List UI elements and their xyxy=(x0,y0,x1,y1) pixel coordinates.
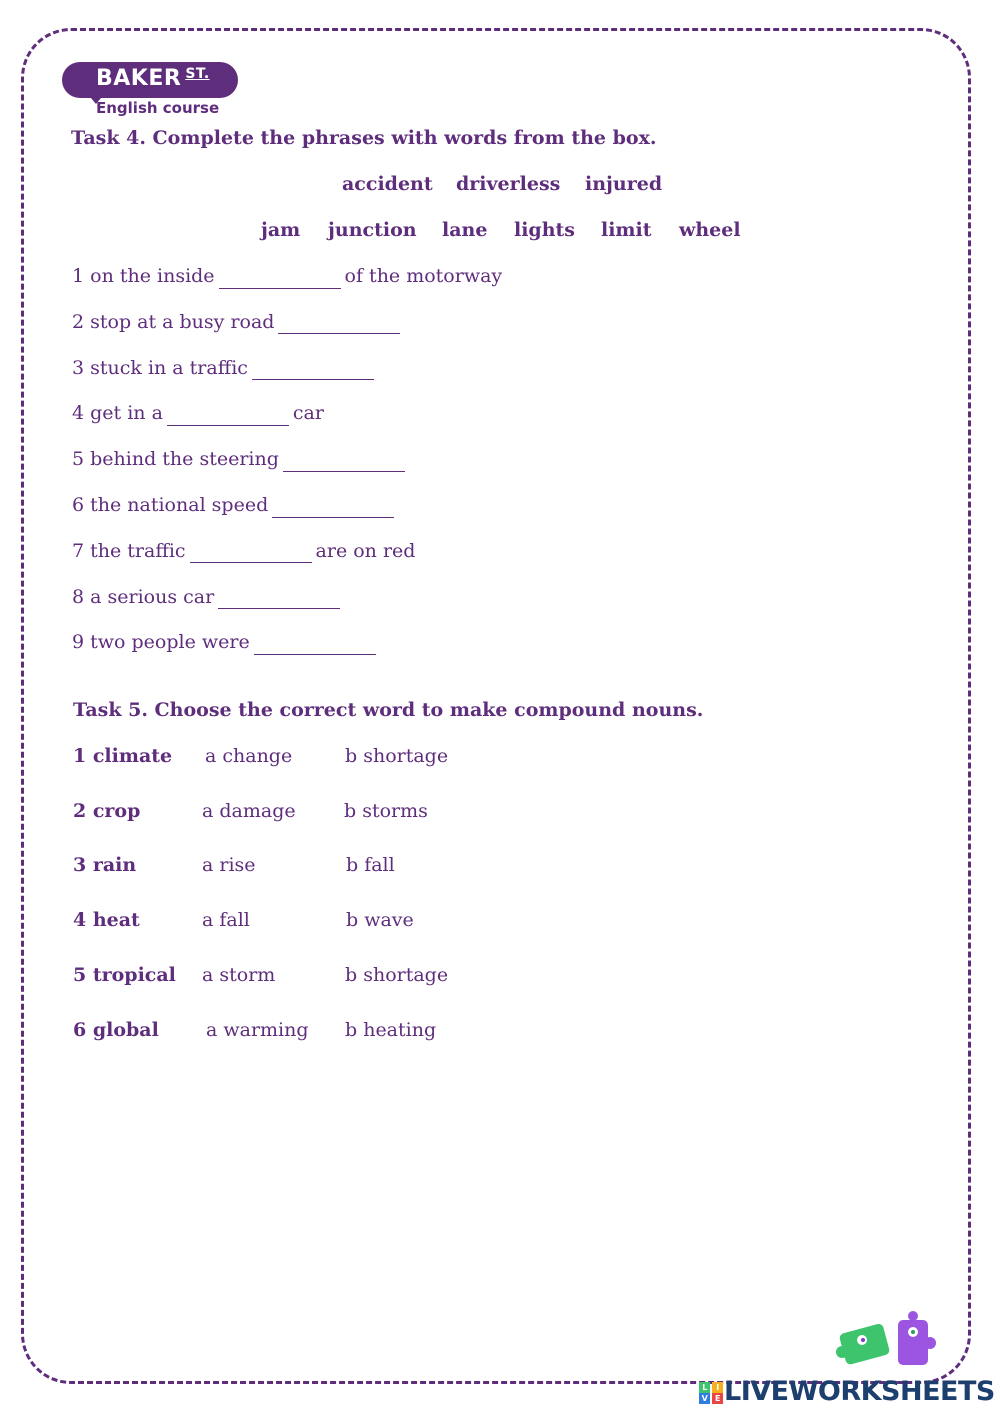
answer-blank-input[interactable] xyxy=(283,451,405,472)
compound-word: 4 heat xyxy=(73,909,140,932)
live-badge-icon xyxy=(698,1382,724,1404)
option-b[interactable]: b shortage xyxy=(345,745,449,767)
option-a[interactable]: a warming xyxy=(206,1018,309,1041)
word-box-item: wheel xyxy=(679,219,741,241)
option-b[interactable]: b fall xyxy=(346,854,395,877)
option-b[interactable]: b storms xyxy=(344,799,428,822)
option-b[interactable]: b wave xyxy=(346,909,414,932)
task4-item xyxy=(72,402,324,426)
option-a[interactable]: a rise xyxy=(202,854,256,877)
word-box-item: driverless xyxy=(456,173,561,195)
liveworksheets-text: LIVEWORKSHEETS xyxy=(724,1376,995,1407)
task4-item xyxy=(72,311,404,335)
task4-item xyxy=(72,448,409,472)
phrase-after: of the motorway xyxy=(344,265,503,287)
option-a[interactable]: a change xyxy=(205,745,293,767)
baker-st-logo xyxy=(62,62,238,98)
word-box-item: jam xyxy=(261,219,301,241)
answer-blank-input[interactable] xyxy=(252,359,374,380)
phrase-before: 3 stuck in a traffic xyxy=(72,356,248,379)
option-b[interactable]: b heating xyxy=(345,1018,437,1041)
badge-letter: I xyxy=(712,1382,723,1393)
option-a[interactable]: a damage xyxy=(202,799,296,822)
option-b[interactable]: b shortage xyxy=(345,963,449,986)
phrase-before: 2 stop at a busy road xyxy=(72,310,275,333)
compound-word: 3 rain xyxy=(73,854,137,877)
answer-blank-input[interactable] xyxy=(254,634,376,655)
answer-blank-input[interactable] xyxy=(167,405,289,426)
liveworksheets-logo xyxy=(698,1376,995,1407)
task4-item xyxy=(72,265,502,289)
badge-letter: L xyxy=(699,1382,710,1393)
word-box-item: lights xyxy=(514,219,576,241)
logo-brand xyxy=(96,66,210,91)
phrase-before: 4 get in a xyxy=(72,402,163,425)
answer-blank-input[interactable] xyxy=(278,313,400,334)
phrase-before: 9 two people were xyxy=(72,631,250,654)
phrase-after: car xyxy=(292,402,324,425)
answer-blank-input[interactable] xyxy=(272,497,394,518)
word-box-item: limit xyxy=(601,219,652,241)
phrase-before: 8 a serious car xyxy=(72,585,215,608)
answer-blank-input[interactable] xyxy=(190,542,312,563)
badge-letter: E xyxy=(712,1393,723,1404)
task4-item xyxy=(72,631,380,655)
phrase-before: 5 behind the steering xyxy=(72,448,279,471)
task4-title: Task 4. Complete the phrases with words from the box. xyxy=(71,127,657,149)
task4-item xyxy=(72,586,344,610)
option-a[interactable]: a fall xyxy=(202,909,250,932)
answer-blank-input[interactable] xyxy=(218,588,340,609)
word-box-item: lane xyxy=(442,219,488,241)
logo-brand-text: BAKER xyxy=(96,66,182,91)
word-box-item: accident xyxy=(342,173,433,195)
word-box-item: injured xyxy=(585,173,663,195)
logo-st: ST. xyxy=(185,66,210,82)
phrase-after: are on red xyxy=(315,539,416,562)
phrase-before: 6 the national speed xyxy=(72,494,269,516)
compound-word: 2 crop xyxy=(73,799,141,822)
answer-blank-input[interactable] xyxy=(219,268,341,289)
badge-letter: V xyxy=(699,1393,710,1404)
compound-word: 5 tropical xyxy=(73,963,176,986)
task5-title: Task 5. Choose the correct word to make compound nouns. xyxy=(73,699,704,721)
compound-word: 6 global xyxy=(73,1018,159,1041)
task4-item xyxy=(72,494,398,518)
word-box-item: junction xyxy=(328,219,417,241)
phrase-before: 7 the traffic xyxy=(72,539,186,562)
option-a[interactable]: a storm xyxy=(202,963,276,986)
liveworksheets-mascots-icon xyxy=(830,1310,945,1372)
task4-item xyxy=(72,357,378,381)
task4-item xyxy=(72,540,415,564)
logo-subtitle: English course xyxy=(96,99,220,117)
phrase-before: 1 on the inside xyxy=(72,265,215,287)
compound-word: 1 climate xyxy=(73,745,173,767)
